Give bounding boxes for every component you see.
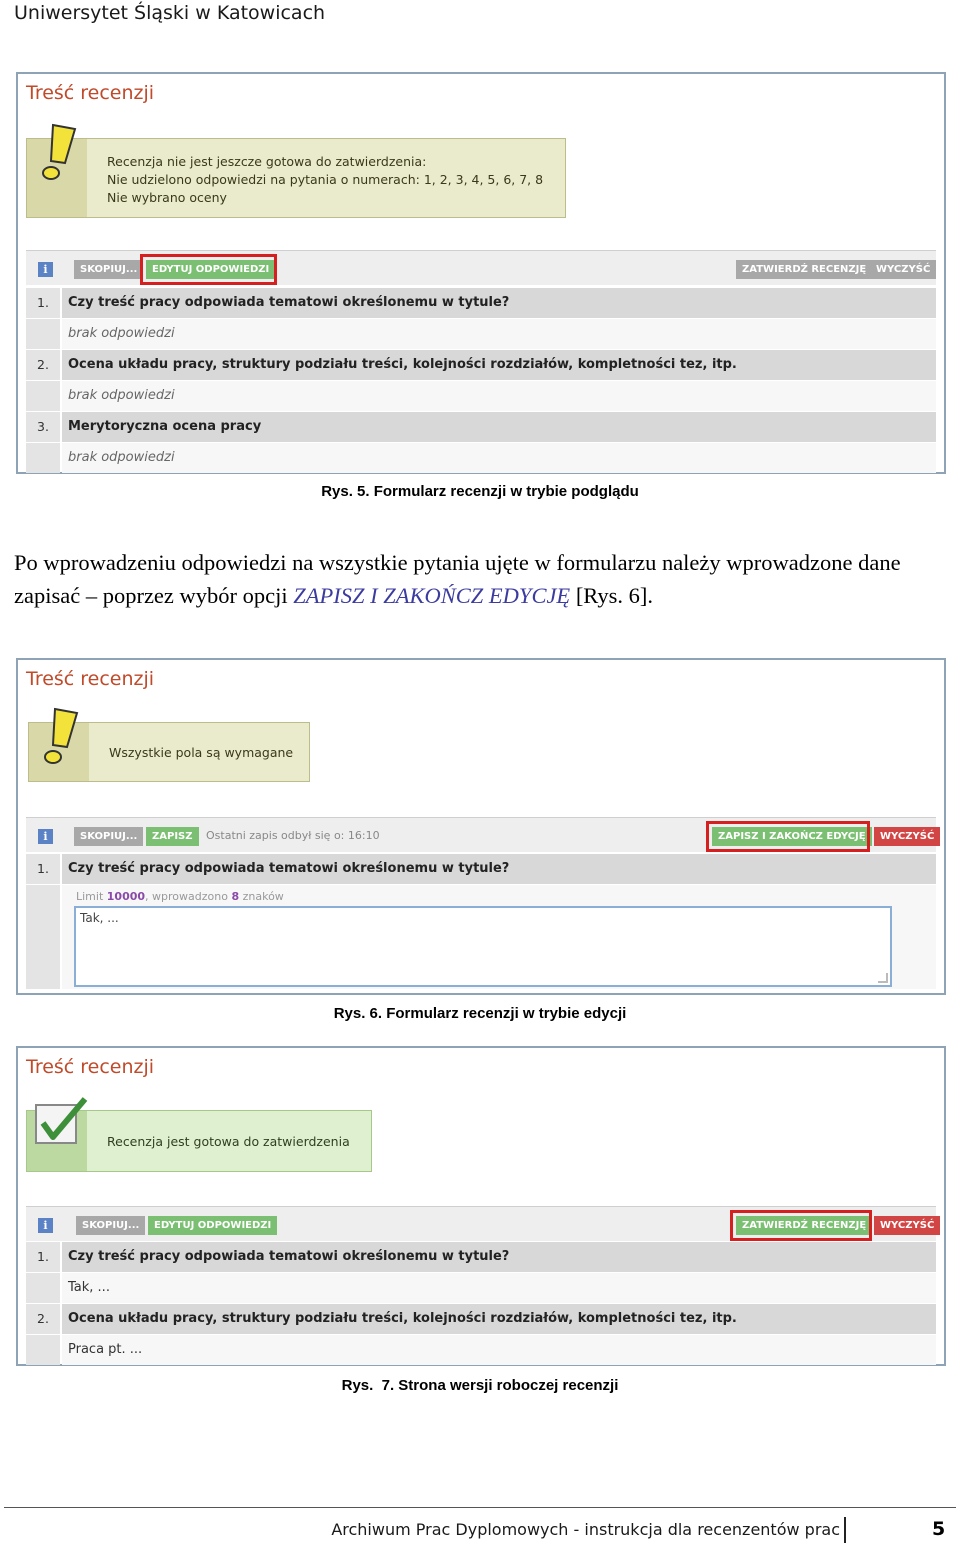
question-text: Czy treść pracy odpowiada tematowi określonemu w tytule? bbox=[62, 854, 936, 884]
highlight-frame bbox=[706, 821, 870, 852]
figure-6-screenshot bbox=[16, 658, 946, 995]
question-text: Ocena układu pracy, struktury podziału treści, kolejności rozdziałów, kompletności tez, itp. bbox=[62, 350, 936, 380]
question-number: 3. bbox=[26, 412, 60, 442]
question-number: 2. bbox=[26, 350, 60, 380]
figure-6-caption: Rys. 6. Formularz recenzji w trybie edycji bbox=[333, 1005, 627, 1022]
question-number: 1. bbox=[26, 288, 60, 318]
footer-divider bbox=[4, 1507, 956, 1508]
institution-header: Uniwersytet Śląski w Katowicach bbox=[14, 2, 326, 24]
answer-text: Praca pt. ... bbox=[62, 1335, 936, 1365]
footer-separator bbox=[844, 1517, 846, 1543]
alert-message: Wszystkie pola są wymagane bbox=[109, 745, 294, 760]
review-toolbar bbox=[26, 1206, 936, 1241]
copy-button[interactable]: SKOPIUJ... bbox=[76, 1216, 145, 1235]
answer-row bbox=[26, 319, 936, 349]
last-save-status: Ostatni zapis odbył się o: 16:10 bbox=[206, 829, 380, 842]
question-number: 2. bbox=[26, 1304, 60, 1334]
clear-button[interactable]: WYCZYŚĆ bbox=[874, 1216, 940, 1235]
exclamation-icon bbox=[37, 123, 81, 185]
figure-7-caption: Rys. 7. Strona wersji roboczej recenzji bbox=[341, 1377, 619, 1394]
option-name: ZAPISZ I ZAKOŃCZ EDYCJĘ bbox=[293, 583, 571, 608]
answer-row bbox=[26, 381, 936, 411]
question-row bbox=[26, 412, 936, 442]
warning-alert bbox=[26, 138, 566, 218]
question-row bbox=[26, 854, 936, 884]
question-row bbox=[26, 288, 936, 318]
character-limit-info: Limit 10000, wprowadzono 8 znaków bbox=[76, 890, 284, 903]
warning-alert bbox=[28, 722, 310, 782]
paragraph-text: Po wprowadzeniu odpowiedzi na wszystkie pytania ujęte w formularzu należy wprowadzone dane zapisać – poprzez wybór opcji bbox=[14, 550, 901, 608]
answer-editor-row bbox=[26, 885, 936, 989]
question-number: 1. bbox=[26, 854, 60, 884]
alert-line: Nie udzielono odpowiedzi na pytania o numerach: 1, 2, 3, 4, 5, 6, 7, 8 bbox=[107, 172, 544, 187]
page-number: 5 bbox=[932, 1518, 946, 1540]
textarea-value: Tak, ... bbox=[80, 911, 119, 925]
info-icon[interactable]: i bbox=[38, 829, 53, 844]
info-icon[interactable]: i bbox=[38, 262, 53, 277]
checkmark-icon bbox=[33, 1095, 89, 1149]
question-row bbox=[26, 350, 936, 380]
instruction-paragraph bbox=[14, 546, 949, 612]
figure-5-screenshot bbox=[16, 72, 946, 474]
alert-line: Nie wybrano oceny bbox=[107, 190, 227, 205]
review-section-title: Treść recenzji bbox=[26, 1056, 155, 1078]
alert-message: Recenzja jest gotowa do zatwierdzenia bbox=[107, 1134, 350, 1149]
resize-handle-icon[interactable] bbox=[878, 973, 888, 983]
edit-answers-button[interactable]: EDYTUJ ODPOWIEDZI bbox=[148, 1216, 277, 1235]
answer-row bbox=[26, 443, 936, 473]
copy-button[interactable]: SKOPIUJ... bbox=[74, 260, 143, 279]
approve-review-button[interactable]: ZATWIERDŹ RECENZJĘ bbox=[736, 260, 872, 279]
answer-textarea[interactable] bbox=[74, 906, 892, 987]
review-section-title: Treść recenzji bbox=[26, 668, 155, 690]
alert-line: Recenzja nie jest jeszcze gotowa do zatwierdzenia: bbox=[107, 154, 427, 169]
exclamation-icon bbox=[39, 707, 83, 769]
question-row bbox=[26, 1304, 936, 1334]
question-text: Ocena układu pracy, struktury podziału treści, kolejności rozdziałów, kompletności tez, itp. bbox=[62, 1304, 936, 1334]
figure-5-caption: Rys. 5. Formularz recenzji w trybie podglądu bbox=[321, 483, 639, 500]
question-row bbox=[26, 1242, 936, 1272]
question-number: 1. bbox=[26, 1242, 60, 1272]
limit-value: 10000 bbox=[106, 890, 146, 903]
clear-button[interactable]: WYCZYŚĆ bbox=[874, 827, 940, 846]
answer-text: brak odpowiedzi bbox=[62, 319, 936, 349]
info-icon[interactable]: i bbox=[38, 1218, 53, 1233]
answer-editor bbox=[62, 885, 936, 989]
review-toolbar bbox=[26, 250, 936, 285]
save-and-finish-button[interactable]: ZAPISZ I ZAKOŃCZ EDYCJĘ bbox=[712, 827, 872, 846]
figure-7-screenshot bbox=[16, 1046, 946, 1366]
answer-row bbox=[26, 1335, 936, 1365]
save-button[interactable]: ZAPISZ bbox=[146, 827, 199, 846]
answer-text: brak odpowiedzi bbox=[62, 381, 936, 411]
answer-text: brak odpowiedzi bbox=[62, 443, 936, 473]
alert-messages bbox=[107, 153, 543, 207]
answer-text: Tak, ... bbox=[62, 1273, 936, 1303]
edit-answers-button[interactable]: EDYTUJ ODPOWIEDZI bbox=[146, 260, 275, 279]
copy-button[interactable]: SKOPIUJ... bbox=[74, 827, 143, 846]
review-section-title: Treść recenzji bbox=[26, 82, 155, 104]
question-text: Czy treść pracy odpowiada tematowi określonemu w tytule? bbox=[62, 288, 936, 318]
question-text: Merytoryczna ocena pracy bbox=[62, 412, 936, 442]
figure-reference: [Rys. 6]. bbox=[570, 583, 654, 608]
entered-count: 8 bbox=[231, 890, 240, 903]
review-toolbar bbox=[26, 817, 936, 852]
answer-row bbox=[26, 1273, 936, 1303]
highlight-frame bbox=[730, 1210, 872, 1241]
highlight-frame bbox=[140, 254, 277, 285]
approve-review-button[interactable]: ZATWIERDŹ RECENZJĘ bbox=[736, 1216, 872, 1235]
clear-button[interactable]: WYCZYŚĆ bbox=[870, 260, 936, 279]
question-text: Czy treść pracy odpowiada tematowi określonemu w tytule? bbox=[62, 1242, 936, 1272]
footer-text: Archiwum Prac Dyplomowych - instrukcja dla recenzentów prac bbox=[331, 1520, 840, 1539]
success-alert bbox=[26, 1110, 372, 1172]
